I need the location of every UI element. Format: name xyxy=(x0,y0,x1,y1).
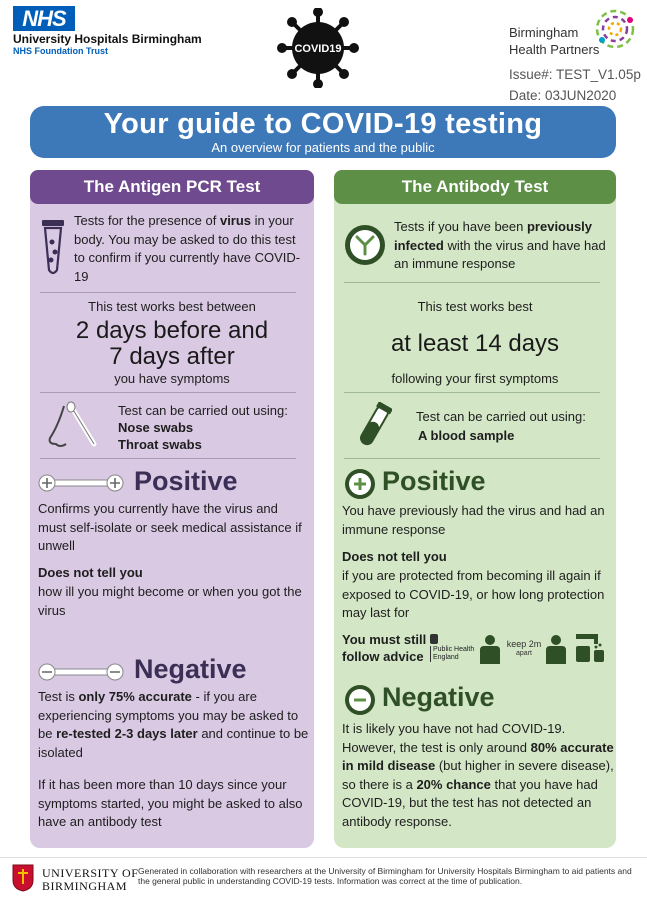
antibody-positive-text: You have previously had the virus and had an immune response xyxy=(342,503,605,537)
antibody-panel xyxy=(334,170,616,848)
university-line2: BIRMINGHAM xyxy=(42,879,128,893)
handwash-icon xyxy=(574,632,608,664)
antigen-method-throat: Throat swabs xyxy=(118,437,202,452)
negative-battery-icon xyxy=(38,663,124,681)
divider xyxy=(40,292,296,293)
issue-info xyxy=(509,64,641,106)
divider xyxy=(344,392,600,393)
antigen-negative-title: Negative xyxy=(134,654,247,684)
antibody-positive-title: Positive xyxy=(382,466,486,496)
partner-name xyxy=(509,24,599,58)
phe-line2: England xyxy=(433,654,459,661)
antigen-timing-line1: 2 days before and xyxy=(75,317,269,344)
divider xyxy=(344,282,600,283)
antigen-intro: Tests for the presence of virus in your body. You may be asked to do this test to confirm if you currently have COVID-19 xyxy=(74,213,301,284)
issue-date: Date: 03JUN2020 xyxy=(509,88,617,103)
title-banner xyxy=(30,106,616,158)
antigen-panel xyxy=(30,170,314,848)
keep-label: keep 2m xyxy=(506,639,542,649)
distance-label xyxy=(504,640,544,658)
footer-divider xyxy=(0,857,647,858)
virus-label: COVID19 xyxy=(294,43,342,55)
phe-line1: Public Health xyxy=(433,646,475,653)
antigen-timing-after: you have symptoms xyxy=(114,371,230,386)
advice-line2: follow advice xyxy=(342,649,424,664)
page-title: Your guide to COVID-19 testing xyxy=(103,108,543,140)
university-crest-icon xyxy=(12,864,34,892)
blood-tube-icon xyxy=(356,402,392,450)
antibody-carried-out: Test can be carried out using: xyxy=(416,409,586,424)
antibody-negative-title: Negative xyxy=(382,682,495,712)
antibody-works-best: This test works best xyxy=(417,299,533,314)
antigen-negative-text: Test is only 75% accurate - if you are experiencing symptoms you may be asked to be re-tested 2-3 days later and continue to be isolated xyxy=(38,689,309,760)
antigen-method-nose: Nose swabs xyxy=(118,420,194,435)
university-line1: UNIVERSITY OF xyxy=(42,866,139,880)
partner-line2: Health Partners xyxy=(509,42,600,57)
antibody-intro: Tests if you have been previously infected with the virus and have had an immune response xyxy=(394,219,606,271)
antibody-icon xyxy=(344,224,386,266)
antigen-negative-extra: If it has been more than 10 days since your symptoms started, you might be asked to also have an antibody test xyxy=(38,777,303,829)
antibody-method-blood: A blood sample xyxy=(418,428,515,443)
antigen-heading: The Antigen PCR Test xyxy=(30,170,314,204)
antibody-negative-text: It is likely you have not had COVID-19. However, the test is only around 80% accurate in mild disease (but higher in severe disease), so there is a 20% chance that you have had COVID-19, but the test has not detected an antibody response. xyxy=(342,721,614,829)
antibody-heading: The Antibody Test xyxy=(334,170,616,204)
positive-icon xyxy=(344,468,376,500)
antibody-timing: at least 14 days xyxy=(390,330,560,357)
antibody-timing-after: following your first symptoms xyxy=(391,371,559,386)
partner-logo-icon xyxy=(592,6,638,52)
antibody-not-tell-label: Does not tell you xyxy=(342,549,447,564)
apart-label: apart xyxy=(516,650,532,657)
advice-line1: You must still xyxy=(342,632,427,647)
divider xyxy=(40,458,296,459)
antigen-not-tell-label: Does not tell you xyxy=(38,565,143,580)
nhs-logo: NHS xyxy=(13,6,75,31)
advice-label xyxy=(342,631,432,665)
negative-icon xyxy=(344,684,376,716)
nose-swab-icon xyxy=(44,400,102,452)
antigen-positive-title: Positive xyxy=(134,466,238,496)
crest-icon xyxy=(430,634,438,644)
positive-battery-icon xyxy=(38,474,124,492)
test-tube-virus-icon xyxy=(40,218,66,276)
trust-subtitle: NHS Foundation Trust xyxy=(13,46,108,56)
issue-number: Issue#: TEST_V1.05p xyxy=(509,67,641,82)
divider xyxy=(344,458,600,459)
page-subtitle: An overview for patients and the public xyxy=(211,140,435,155)
phe-logo xyxy=(430,646,482,662)
person-icon xyxy=(544,634,568,664)
antibody-not-tell-text: if you are protected from becoming ill again if exposed to COVID-19, or how long protection may last for xyxy=(342,568,605,620)
university-name xyxy=(42,867,138,893)
antigen-positive-text: Confirms you currently have the virus and must self-isolate or seek medical assistance if unwell xyxy=(38,501,302,553)
antigen-timing-line2: 7 days after xyxy=(109,343,235,370)
person-icon xyxy=(478,634,502,664)
antigen-works-best: This test works best between xyxy=(88,299,256,314)
trust-name: University Hospitals Birmingham xyxy=(13,32,202,46)
partner-line1: Birmingham xyxy=(509,25,579,40)
antigen-not-tell-text: how ill you might become or when you got the virus xyxy=(38,584,302,618)
divider xyxy=(40,392,296,393)
antigen-carried-out: Test can be carried out using: xyxy=(118,403,288,418)
footer-note: Generated in collaboration with researchers at the University of Birmingham for University Hospitals Birmingham to aid patients and the general public in understanding COVID-19 tests. Information was correct at the time of publication. xyxy=(138,866,632,886)
virus-icon xyxy=(272,8,364,88)
